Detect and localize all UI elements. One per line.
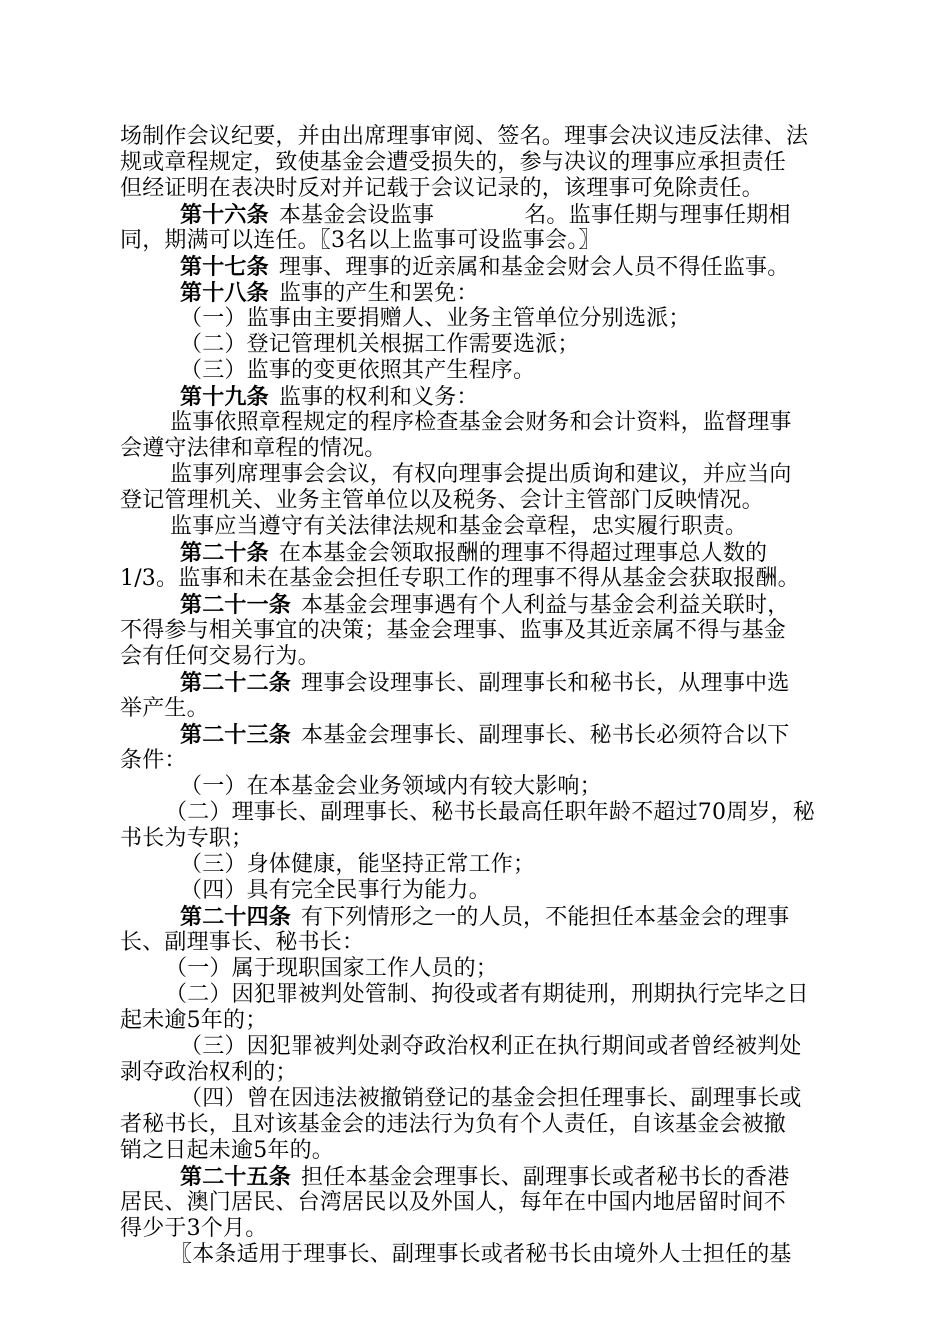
line-text: 有下列情形之一的人员，不能担任本基金会的理事 — [301, 905, 790, 930]
text-line — [120, 1060, 832, 1086]
text-line — [120, 1190, 832, 1216]
line-text: 在本基金会领取报酬的理事不得超过理事总人数的 — [278, 541, 768, 566]
text-line — [120, 202, 832, 228]
article-heading: 第二十三条 — [180, 722, 292, 748]
line-text: 监事的权利和义务： — [278, 385, 479, 410]
article-heading: 第十八条 — [180, 280, 269, 306]
line-text: 1/3。监事和未在基金会担任专职工作的理事不得从基金会获取报酬。 — [120, 566, 800, 591]
line-text: 长、副理事长、秘书长： — [120, 930, 365, 955]
text-line — [120, 618, 832, 644]
line-text: 条件： — [120, 748, 187, 773]
line-text: 监事应当遵守有关法律法规和基金会章程，忠实履行职责。 — [170, 514, 748, 539]
line-text: 居民、澳门居民、台湾居民以及外国人，每年在中国内地居留时间不 — [120, 1190, 787, 1215]
text-line — [120, 332, 832, 358]
line-text: 会有任何交易行为。 — [120, 644, 320, 669]
line-text: 销之日起未逾5年的。 — [120, 1138, 334, 1163]
text-line — [120, 748, 832, 774]
text-line — [120, 930, 832, 956]
text-line — [120, 852, 832, 878]
line-text: 名。监事任期与理事任期相 — [524, 203, 791, 228]
line-text: 登记管理机关、业务主管单位以及税务、会计主管部门反映情况。 — [120, 488, 764, 513]
text-line — [120, 566, 832, 592]
line-text: 会遵守法律和章程的情况。 — [120, 436, 387, 461]
text-line — [120, 384, 832, 410]
line-text: （二）理事长、副理事长、秘书长最高任职年龄不超过70周岁，秘 — [165, 800, 815, 825]
text-line — [120, 1138, 832, 1164]
line-text: （四）具有完全民事行为能力。 — [180, 878, 491, 903]
line-text: 举产生。 — [120, 696, 209, 721]
line-text: （一）监事由主要捐赠人、业务主管单位分别选派； — [180, 306, 691, 331]
article-heading: 第十九条 — [180, 384, 269, 410]
line-text: （三）身体健康，能坚持正常工作； — [180, 852, 536, 877]
text-line — [120, 228, 832, 254]
line-text: （三）监事的变更依照其产生程序。 — [180, 358, 536, 383]
text-line — [120, 696, 832, 722]
line-text: 者秘书长，且对该基金会的违法行为负有个人责任，自该基金会被撤 — [120, 1112, 787, 1137]
line-text: （二）登记管理机关根据工作需要选派； — [180, 332, 580, 357]
text-line — [120, 800, 832, 826]
article-heading: 第二十二条 — [180, 670, 292, 696]
text-line — [120, 150, 832, 176]
text-line — [120, 878, 832, 904]
article-heading: 第二十条 — [180, 540, 269, 566]
line-text: 不得参与相关事宜的决策；基金会理事、监事及其近亲属不得与基金 — [120, 618, 787, 643]
text-line — [120, 956, 832, 982]
line-text: 理事会设理事长、副理事长和秘书长，从理事中选 — [301, 671, 790, 696]
line-text: 监事列席理事会会议，有权向理事会提出质询和建议，并应当向 — [170, 462, 792, 487]
line-text: （三）因犯罪被判处剥夺政治权利正在执行期间或者曾经被判处 — [180, 1034, 802, 1059]
text-line — [120, 1216, 832, 1242]
text-line — [120, 1034, 832, 1060]
text-line — [120, 410, 832, 436]
document-page — [120, 124, 832, 1268]
text-line — [120, 1164, 832, 1190]
text-line — [120, 1086, 832, 1112]
line-text: 剥夺政治权利的； — [120, 1060, 298, 1085]
line-text: 理事、理事的近亲属和基金会财会人员不得任监事。 — [278, 255, 790, 280]
line-text: （四）曾在因违法被撤销登记的基金会担任理事长、副理事长或 — [180, 1086, 802, 1111]
text-line — [120, 592, 832, 618]
text-line — [120, 124, 832, 150]
text-line — [120, 904, 832, 930]
text-line — [120, 540, 832, 566]
text-line — [120, 1112, 832, 1138]
article-heading: 第二十五条 — [180, 1164, 292, 1190]
text-line — [120, 306, 832, 332]
text-line — [120, 488, 832, 514]
line-text: 但经证明在表决时反对并记载于会议记录的，该理事可免除责任。 — [120, 176, 764, 201]
text-line — [120, 1242, 832, 1268]
text-line — [120, 176, 832, 202]
text-line — [120, 358, 832, 384]
article-heading: 第十七条 — [180, 254, 269, 280]
line-text: 得少于3个月。 — [120, 1216, 268, 1241]
line-text: 书长为专职； — [120, 826, 254, 851]
line-text: （二）因犯罪被判处管制、拘役或者有期徒刑，刑期执行完毕之日 — [165, 982, 809, 1007]
article-heading: 第二十四条 — [180, 904, 292, 930]
line-text: 监事的产生和罢免： — [278, 281, 479, 306]
text-line — [120, 670, 832, 696]
text-line — [120, 436, 832, 462]
text-line — [120, 1008, 832, 1034]
line-text: （一）属于现职国家工作人员的； — [165, 956, 499, 981]
line-text: 担任本基金会理事长、副理事长或者秘书长的香港 — [301, 1165, 790, 1190]
text-line — [120, 774, 832, 800]
text-line — [120, 722, 832, 748]
text-line — [120, 462, 832, 488]
line-text: 同，期满可以连任。〖3名以上监事可设监事会。〗 — [120, 228, 601, 253]
text-line — [120, 514, 832, 540]
article-heading: 第十六条 — [180, 202, 269, 228]
line-text: 起未逾5年的； — [120, 1008, 268, 1033]
text-line — [120, 644, 832, 670]
article-heading: 第二十一条 — [180, 592, 292, 618]
text-line — [120, 982, 832, 1008]
line-text: 规或章程规定，致使基金会遭受损失的，参与决议的理事应承担责任 — [120, 150, 787, 175]
text-line — [120, 254, 832, 280]
text-line — [120, 280, 832, 306]
line-text: 本基金会理事遇有个人利益与基金会利益关联时， — [301, 593, 790, 618]
line-text: 本基金会理事长、副理事长、秘书长必须符合以下 — [301, 723, 790, 748]
line-text: 场制作会议纪要，并由出席理事审阅、签名。理事会决议违反法律、法 — [120, 124, 809, 149]
text-line — [120, 826, 832, 852]
line-text: 监事依照章程规定的程序检查基金会财务和会计资料，监督理事 — [170, 410, 792, 435]
line-text: （一）在本基金会业务领域内有较大影响； — [180, 774, 602, 799]
line-text: 〖本条适用于理事长、副理事长或者秘书长由境外人士担任的基 — [170, 1242, 792, 1267]
line-text: 本基金会设监事 — [278, 203, 435, 228]
